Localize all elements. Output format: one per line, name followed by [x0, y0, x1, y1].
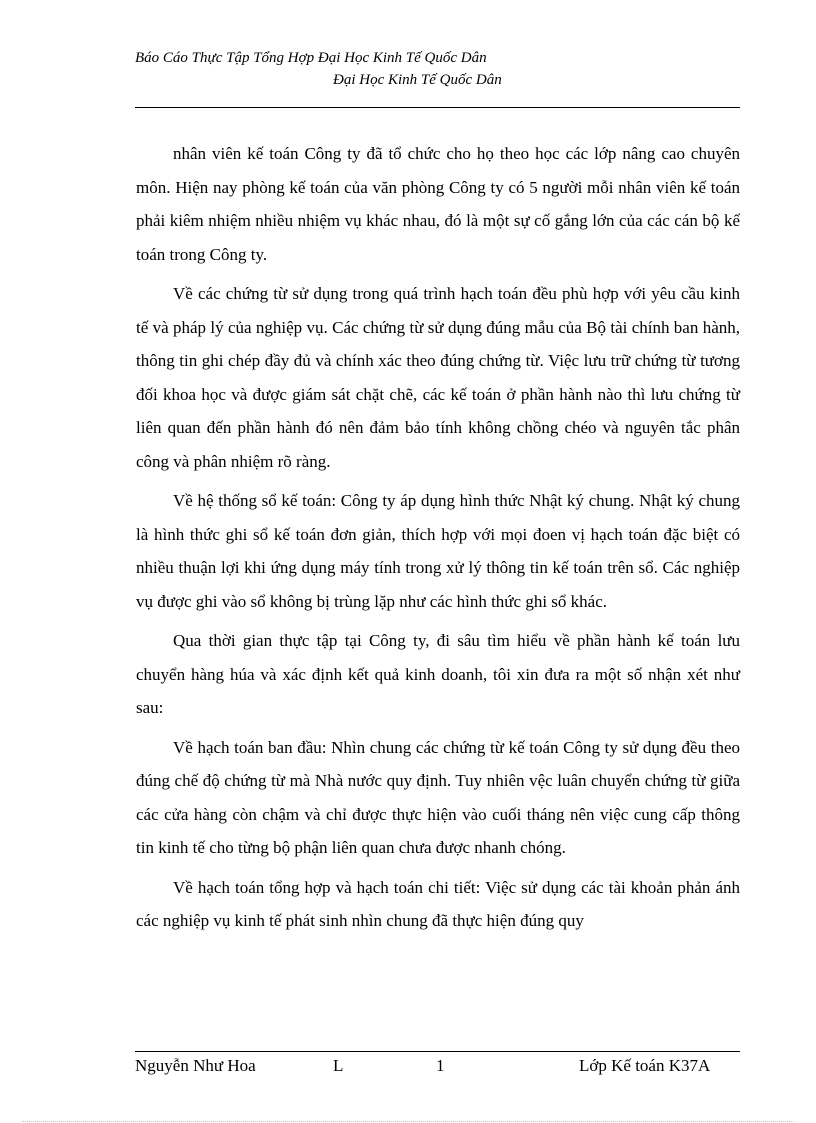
header-divider: [135, 107, 740, 108]
header-title: Báo Cáo Thực Tập Tổng Hợp Đại Học Kinh Tế Quốc Dân: [135, 50, 487, 66]
footer-letter: L: [333, 1056, 344, 1075]
footer-divider: [135, 1051, 740, 1052]
paragraph-2: Về các chứng từ sử dụng trong quá trình hạch toán đều phù hợp với yêu cầu kinh tế và pháp lý của nghiệp vụ. Các chứng từ sử dụng đúng mẫu của Bộ tài chính ban hành, thông tin ghi chép đầy đủ và chính xác theo đúng chứng từ. Việc lưu trữ chứng từ tương đối khoa học và được giám sát chặt chẽ, các kế toán ở phần hành nào thì lưu chứng từ liên quan đến phần hành đó nên đảm bảo tính không chồng chéo và nguyên tắc phân công và phân nhiệm rõ ràng.: [136, 284, 740, 471]
page-number: 1: [436, 1056, 445, 1075]
body-text: [136, 137, 740, 944]
page-bottom-border: [22, 1121, 794, 1122]
footer-class: Lớp Kế toán K37A: [579, 1056, 711, 1075]
header-subtitle: Đại Học Kinh Tế Quốc Dân: [333, 72, 502, 88]
footer-author: Nguyễn Như Hoa: [135, 1056, 256, 1075]
paragraph-5: Về hạch toán ban đầu: Nhìn chung các chứng từ kế toán Công ty sử dụng đều theo đúng chế độ chứng từ mà Nhà nước quy định. Tuy nhiên vệc luân chuyển chứng từ giữa các cửa hàng còn chậm và chỉ được thực hiện vào cuối tháng nên việc cung cấp thông tin kinh tế cho từng bộ phận liên quan chưa được nhanh chóng.: [136, 737, 740, 857]
paragraph-4: Qua thời gian thực tập tại Công ty, đi sâu tìm hiểu về phần hành kế toán lưu chuyển hàng húa và xác định kết quả kinh doanh, tôi xin đưa ra một số nhận xét như sau:: [136, 631, 740, 717]
paragraph-1: nhân viên kế toán Công ty đã tổ chức cho họ theo học các lớp nâng cao chuyên môn. Hiện nay phòng kế toán của văn phòng Công ty có 5 người mỗi nhân viên kế toán phải kiêm nhiệm nhiều nhiệm vụ khác nhau, đó là một sự cố gắng lớn của các cán bộ kế toán trong Công ty.: [136, 144, 740, 264]
paragraph-6: Về hạch toán tổng hợp và hạch toán chi tiết: Việc sử dụng các tài khoản phản ánh các nghiệp vụ kinh tế phát sinh nhìn chung đã thực hiện đúng quy: [136, 877, 740, 930]
paragraph-3: Về hệ thống sổ kế toán: Công ty áp dụng hình thức Nhật ký chung. Nhật ký chung là hình thức ghi sổ kế toán đơn giản, thích hợp với mọi đoen vị hạch toán đặc biệt có nhiều thuận lợi khi ứng dụng máy tính trong xử lý thông tin kế toán trên sổ. Các nghiệp vụ được ghi vào sổ không bị trùng lặp như các hình thức ghi sổ khác.: [136, 491, 740, 611]
